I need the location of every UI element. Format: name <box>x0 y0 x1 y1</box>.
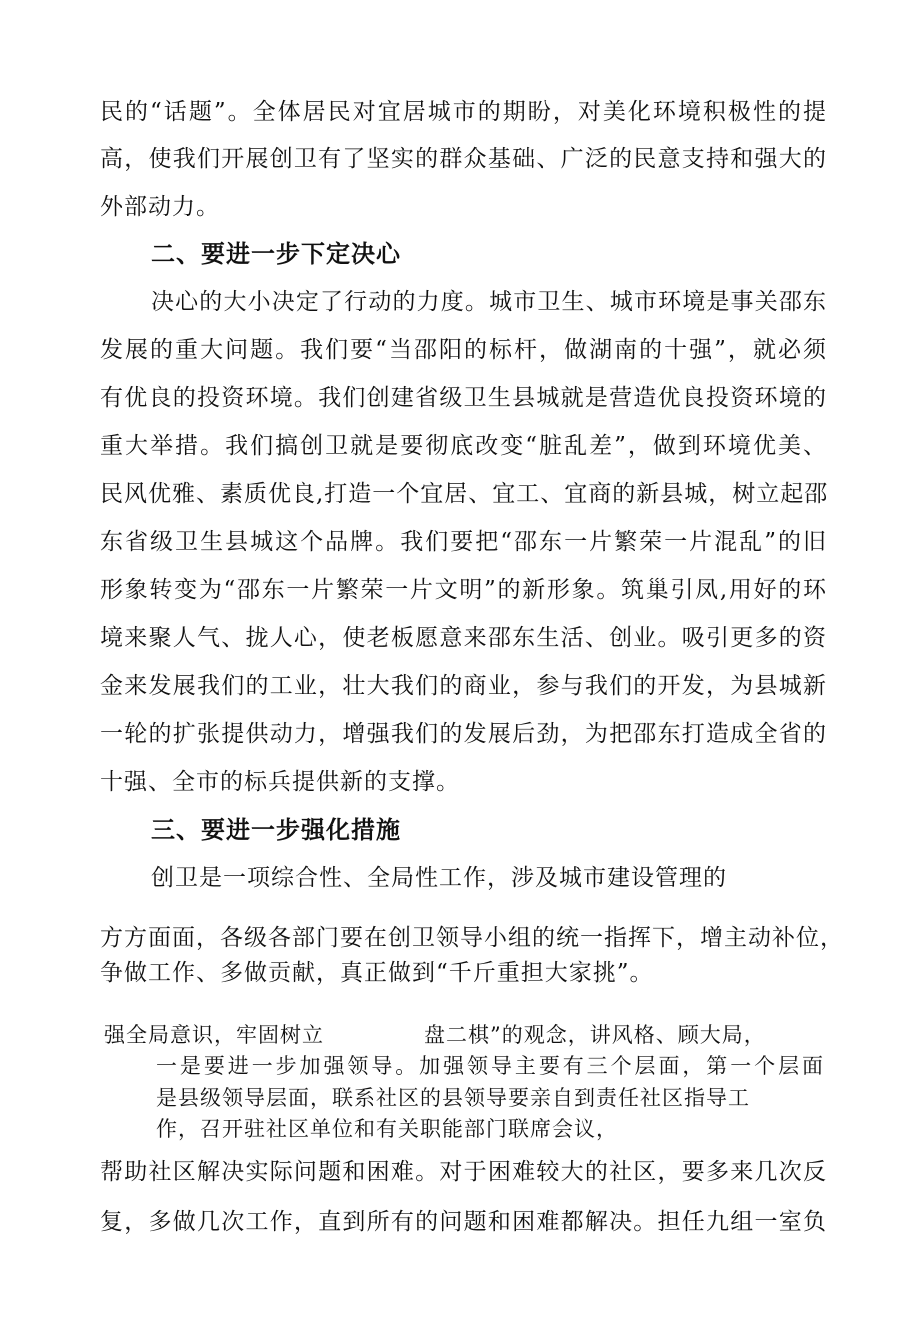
paragraph-line: 强全局意识，牢固树立 <box>104 1023 324 1047</box>
paragraph-line: 一轮的扩张提供动力，增强我们的发展后劲，为把邵东打造成全省的 <box>100 721 827 747</box>
paragraph-line: 形象转变为“邵东一片繁荣一片文明”的新形象。筑巢引凤,用好的环 <box>100 577 827 603</box>
paragraph-line: 民的“话题”。全体居民对宜居城市的期盼，对美化环境积极性的提 <box>100 99 827 125</box>
paragraph-line: 有优良的投资环境。我们创建省级卫生县城就是营造优良投资环境的 <box>100 385 827 411</box>
paragraph-line: 创卫是一项综合性、全局性工作，涉及城市建设管理的 <box>151 865 727 891</box>
paragraph-line: 重大举措。我们搞创卫就是要彻底改变“脏乱差”，做到环境优美、 <box>100 433 827 459</box>
paragraph-line: 盘二棋”的观念，讲风格、顾大局， <box>424 1023 766 1047</box>
paragraph-line: 复，多做几次工作，直到所有的问题和困难都解决。担任九组一室负 <box>100 1209 827 1235</box>
section-heading-2: 二、要进一步下定决心 <box>151 240 401 268</box>
paragraph-line: 民风优雅、素质优良,打造一个宜居、宜工、宜商的新县城，树立起邵 <box>100 481 829 507</box>
paragraph-line: 外部动力。 <box>100 194 220 220</box>
paragraph-line: 十强、全市的标兵提供新的支撑。 <box>100 769 460 795</box>
paragraph-line: 方方面面，各级各部门要在创卫领导小组的统一指挥下，增主动补位， <box>100 925 844 951</box>
paragraph-line: 发展的重大问题。我们要“当邵阳的标杆，做湖南的十强”，就必须 <box>100 337 827 363</box>
paragraph-line: 争做工作、多做贡献，真正做到“千斤重担大家挑”。 <box>100 960 654 986</box>
paragraph-line: 金来发展我们的工业，壮大我们的商业，参与我们的开发，为县城新 <box>100 673 827 699</box>
paragraph-line: 是县级领导层面，联系社区的县领导要亲自到责任社区指导工 <box>156 1086 750 1110</box>
paragraph-line: 帮助社区解决实际问题和困难。对于困难较大的社区，要多来几次反 <box>100 1159 827 1185</box>
paragraph-line: 一是要进一步加强领导。加强领导主要有三个层面，第一个层面 <box>156 1054 824 1078</box>
paragraph-line: 作，召开驻社区单位和有关职能部门联席会议， <box>156 1117 618 1141</box>
paragraph-line: 决心的大小决定了行动的力度。城市卫生、城市环境是事关邵东 <box>151 289 827 315</box>
paragraph-line: 境来聚人气、拢人心，使老板愿意来邵东生活、创业。吸引更多的资 <box>100 625 827 651</box>
paragraph-line: 东省级卫生县城这个品牌。我们要把“邵东一片繁荣一片混乱”的旧 <box>100 529 827 555</box>
section-heading-3: 三、要进一步强化措施 <box>151 816 401 844</box>
paragraph-line: 高，使我们开展创卫有了坚实的群众基础、广泛的民意支持和强大的 <box>100 146 827 172</box>
